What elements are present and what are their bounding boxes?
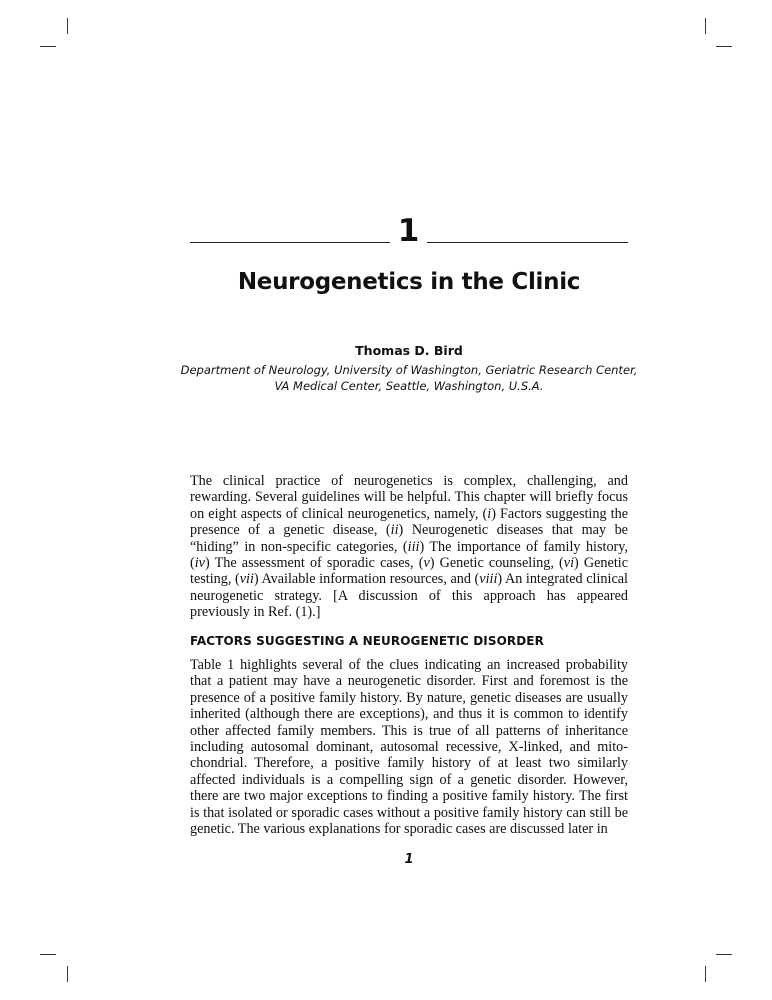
section-heading: FACTORS SUGGESTING A NEUROGENETIC DISORDER bbox=[190, 634, 544, 648]
roman-numeral: iv bbox=[194, 555, 205, 572]
intro-text: ) An integrated clinical neurogenetic strategy. [A discussion of this approach has appeared previously in Ref. (1).] bbox=[190, 571, 628, 621]
crop-mark-bottom-right-horizontal bbox=[716, 954, 732, 955]
chapter-number: 1 bbox=[397, 213, 420, 249]
crop-mark-top-right-horizontal bbox=[716, 46, 732, 47]
crop-mark-bottom-right-vertical bbox=[705, 966, 706, 982]
crop-mark-bottom-left-horizontal bbox=[40, 954, 56, 955]
roman-numeral: viii bbox=[479, 571, 498, 588]
chapter-title: Neurogenetics in the Clinic bbox=[237, 269, 581, 295]
roman-numeral: vii bbox=[239, 571, 254, 588]
crop-mark-top-left-vertical bbox=[67, 18, 68, 34]
intro-text: ) Genetic testing, ( bbox=[190, 555, 629, 588]
affiliation-line-2: VA Medical Center, Seattle, Washington, U.S.A. bbox=[274, 379, 544, 393]
intro-text: ) Available information resources, and ( bbox=[253, 571, 480, 588]
roman-numeral: i bbox=[487, 505, 492, 522]
section-paragraph: Table 1 highlights several of the clues indicating an increased probability that a patient may have a neurogenetic disorder. First and foremost is the presence of a positive family history. By nature, genetic diseases are usually inherited (although there are exceptions), and thus it is common to identify other affected family members. This is true of all patterns of inheritance including autosomal dominant, autosomal recessive, X-linked, and mito-chondrial. Therefore, a positive family history of at least two similarly affected individuals is a compelling sign of a genetic disorder. However, there are two major exceptions to finding a positive family history. The first is that isolated or sporadic cases without a positive family history can still be genetic. The various explanations for sporadic cases are discussed later in bbox=[190, 657, 628, 838]
intro-paragraph bbox=[190, 473, 628, 621]
roman-numeral: v bbox=[423, 555, 430, 572]
intro-text: The clinical practice of neurogenetics is complex, challenging, and rewarding. Several guidelines will be helpful. This chapter will briefly focus on eight aspects of clinical neurogenetics, namely, ( bbox=[190, 473, 628, 522]
author-name: Thomas D. Bird bbox=[355, 343, 463, 358]
intro-text: ) Genetic counseling, ( bbox=[429, 555, 564, 572]
chapter-header bbox=[190, 212, 628, 252]
crop-mark-bottom-left-vertical bbox=[67, 966, 68, 982]
crop-mark-top-right-vertical bbox=[705, 18, 706, 34]
crop-mark-top-left-horizontal bbox=[40, 46, 56, 47]
intro-text: ) Neurogenetic diseases that may be “hiding” in non-specific categories, ( bbox=[190, 522, 628, 555]
roman-numeral: vi bbox=[563, 555, 575, 572]
roman-numeral: ii bbox=[390, 522, 399, 539]
chapter-rule-right bbox=[427, 242, 628, 243]
page-number: 1 bbox=[404, 852, 414, 867]
affiliation-line-1: Department of Neurology, University of Washington, Geriatric Research Center, bbox=[180, 363, 638, 377]
intro-text: ) The assessment of sporadic cases, ( bbox=[204, 555, 424, 572]
chapter-rule-left bbox=[190, 242, 390, 243]
roman-numeral: iii bbox=[407, 538, 420, 555]
intro-text: ) Factors suggesting the presence of a genetic disease, ( bbox=[190, 505, 628, 539]
author-affiliation bbox=[180, 362, 638, 394]
intro-text: ) The importance of family history, ( bbox=[190, 538, 628, 572]
